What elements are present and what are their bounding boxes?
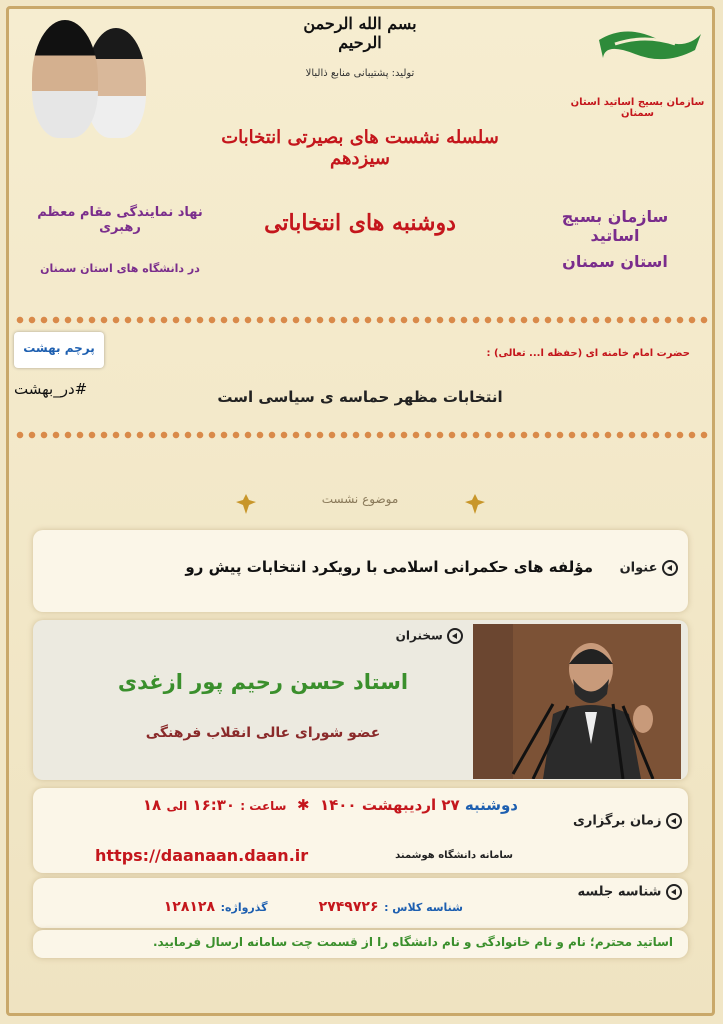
time-sep: الی [166, 799, 188, 813]
bismillah: بسم الله الرحمن الرحیم [303, 14, 417, 52]
time-inline-label: ساعت : [240, 799, 287, 813]
platform-url[interactable]: https://daanaan.daan.ir [95, 846, 309, 865]
divider-top [14, 315, 709, 325]
time-label-row [542, 813, 682, 829]
speaker-label: سخنران [395, 628, 443, 643]
time-label: زمان برگزاری [572, 813, 662, 829]
session-heading: موضوع نشست [321, 492, 399, 506]
badge-logo-text: پرچم بهشت [23, 341, 95, 355]
session-day: دوشنبه [464, 796, 518, 814]
produced-by: تولید: پشتیبانی منابع ذالبالا [305, 68, 415, 79]
id-panel [33, 878, 688, 928]
title-value: مؤلفه های حکمرانی اسلامی با رویکرد انتخابات پیش رو [185, 558, 593, 576]
title-label-row [598, 560, 678, 576]
time-panel [33, 788, 688, 873]
series-title: سلسله نشست های بصیرتی انتخابات سیزدهم [221, 127, 499, 169]
id-label-row [542, 884, 682, 900]
badge-hashtag: #در_بهشت [14, 380, 88, 398]
logo-caption: سازمان بسیج اساتید استان سمنان [570, 97, 705, 119]
leaders-portraits [26, 18, 151, 138]
id-label: شناسه جلسه [577, 884, 662, 900]
quote-attribution: حضرت امام خامنه ای (حفظه ا... تعالی) : [486, 348, 690, 359]
arrow-icon [666, 884, 682, 900]
speaker-panel [33, 620, 688, 780]
speaker-photo [473, 624, 681, 779]
fleur-left-icon [234, 492, 258, 516]
org-right-line2: استان سمنان [562, 252, 668, 271]
org-left-line1: نهاد نمایندگی مقام معظم رهبری [37, 205, 203, 235]
class-id: ۲۷۴۹۷۲۶ [318, 899, 379, 915]
portrait-left [32, 20, 98, 138]
org-left-line2: در دانشگاه های استان سمنان [40, 262, 200, 275]
divider-bottom [14, 430, 709, 440]
password: ۱۲۸۱۲۸ [163, 899, 216, 915]
arrow-icon [666, 813, 682, 829]
separator-star: ✱ [291, 796, 315, 814]
session-date: ۲۷ اردیبهشت ۱۴۰۰ [319, 796, 460, 814]
speaker-name: استاد حسن رحیم پور ازغدی [117, 670, 409, 694]
arrow-icon [447, 628, 463, 644]
speaker-label-row [333, 628, 463, 644]
speaker-role: عضو شورای عالی انقلاب فرهنگی [145, 725, 381, 741]
quote-text: انتخابات مظهر حماسه ی سیاسی است [217, 388, 503, 406]
platform-label: سامانه دانشگاه هوشمند [395, 850, 513, 861]
fleur-right-icon [463, 492, 487, 516]
basij-logo-icon [595, 20, 705, 74]
time-end: ۱۸ [142, 796, 162, 814]
notice-panel [33, 930, 688, 958]
arrow-icon [662, 560, 678, 576]
org-right-line1: سازمان بسیج اساتید [561, 207, 669, 245]
title-label: عنوان [619, 560, 658, 576]
title-panel [33, 530, 688, 612]
event-name: دوشنبه های انتخاباتی [264, 210, 456, 236]
class-id-label: شناسه کلاس : [384, 901, 463, 914]
badge-logo [14, 332, 104, 368]
notice-text: اساتید محترم؛ نام و نام خانوادگی و نام دانشگاه را از قسمت چت سامانه ارسال فرمایید. [152, 935, 673, 949]
time-date-row [38, 796, 518, 814]
password-label: گذرواژه: [220, 901, 268, 914]
time-start: ۱۶:۳۰ [192, 796, 236, 814]
id-values-row [43, 896, 463, 915]
